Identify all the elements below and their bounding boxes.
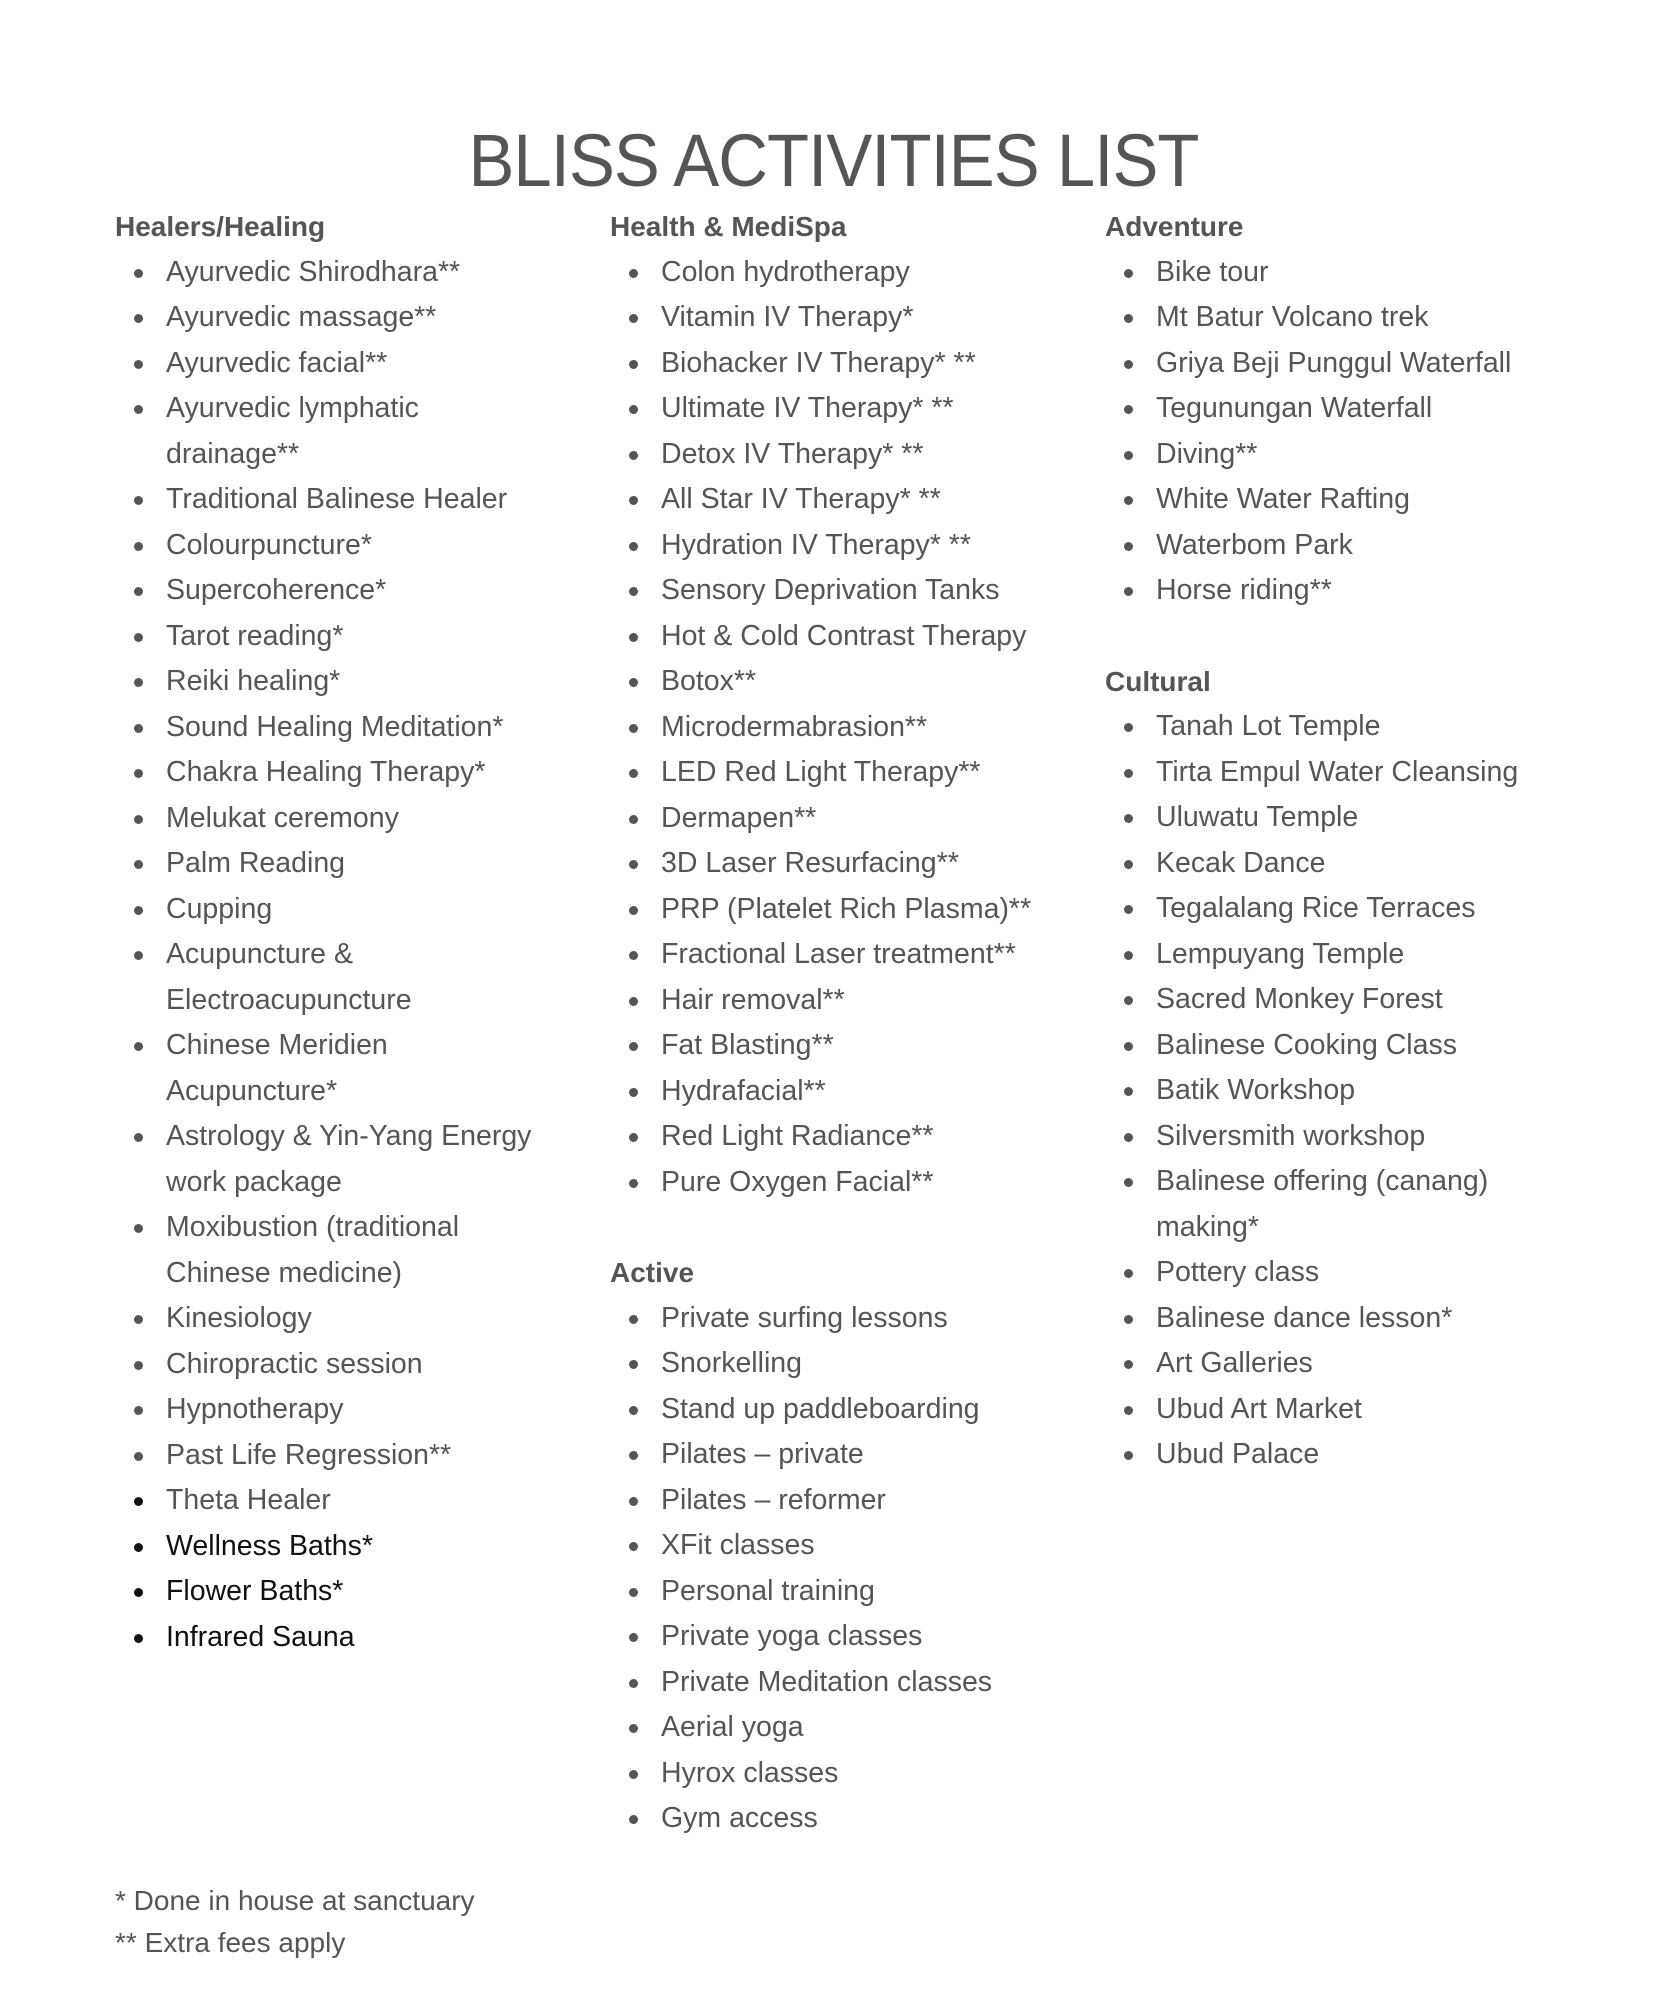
bullet-icon xyxy=(629,360,638,369)
item-label: Chakra Healing Therapy* xyxy=(166,756,486,788)
bullet-icon xyxy=(134,1361,143,1370)
item-label: Hot & Cold Contrast Therapy xyxy=(661,619,1027,652)
item-label: Hypnotherapy xyxy=(166,1393,344,1425)
bullet-icon xyxy=(134,633,143,642)
list-item xyxy=(115,250,566,296)
list-item xyxy=(610,841,1121,887)
bullet-icon xyxy=(629,1315,638,1324)
section-title: Adventure xyxy=(1105,211,1244,242)
item-label: Tarot reading* xyxy=(166,619,344,652)
bullet-icon xyxy=(629,451,638,460)
item-label: Past Life Regression** xyxy=(166,1438,452,1471)
list-item xyxy=(610,1023,1121,1069)
bullet-icon xyxy=(134,1588,143,1597)
bullet-icon xyxy=(629,1588,638,1597)
list-item xyxy=(610,568,1121,614)
item-label: Balinese offering (canang) making* xyxy=(1156,1165,1489,1243)
item-label: Balinese dance lesson* xyxy=(1156,1301,1453,1334)
item-label: Tegalalang Rice Terraces xyxy=(1156,892,1476,924)
bullet-icon xyxy=(1124,496,1133,505)
item-label: Ubud Palace xyxy=(1156,1438,1320,1470)
list-item xyxy=(610,932,1121,978)
list-item xyxy=(1105,432,1576,478)
bullet-icon xyxy=(629,633,638,642)
item-label: Sensory Deprivation Tanks xyxy=(661,574,1000,606)
list-item xyxy=(1105,568,1576,614)
bullet-icon xyxy=(134,496,143,505)
list-item xyxy=(610,1569,1121,1615)
item-label: Wellness Baths* xyxy=(166,1529,373,1562)
item-label: Colon hydrotherapy xyxy=(661,255,910,288)
item-label: Reiki healing* xyxy=(166,665,341,697)
item-label: Horse riding** xyxy=(1156,574,1332,606)
item-label: Art Galleries xyxy=(1156,1347,1313,1379)
item-label: Ubud Art Market xyxy=(1156,1392,1362,1425)
list-item xyxy=(115,887,566,933)
item-label: Palm Reading xyxy=(166,847,346,879)
bullet-icon xyxy=(629,496,638,505)
item-label: Ayurvedic facial** xyxy=(166,346,388,379)
item-label: Tanah Lot Temple xyxy=(1156,710,1381,742)
section-title: Active xyxy=(610,1257,695,1288)
bullet-icon xyxy=(629,1815,638,1824)
item-label: Flower Baths* xyxy=(166,1575,344,1607)
bullet-icon xyxy=(1124,769,1133,778)
item-label: Stand up paddleboarding xyxy=(661,1392,980,1425)
list-item xyxy=(1105,250,1576,296)
item-label: Kecak Dance xyxy=(1156,846,1326,879)
bullet-icon xyxy=(134,678,143,687)
list-item xyxy=(610,1296,1121,1342)
item-label: XFit classes xyxy=(661,1529,815,1561)
item-label: All Star IV Therapy* ** xyxy=(661,483,941,515)
bullet-icon xyxy=(1124,587,1133,596)
item-label: Private yoga classes xyxy=(661,1620,923,1652)
activity-list xyxy=(1105,250,1575,614)
page-title: BLISS ACTIVITIES LIST xyxy=(468,118,1199,202)
item-label: Balinese Cooking Class xyxy=(1156,1028,1457,1061)
item-label: Mt Batur Volcano trek xyxy=(1156,301,1429,333)
item-label: Private Meditation classes xyxy=(661,1665,993,1698)
item-label: Batik Workshop xyxy=(1156,1074,1356,1106)
bullet-icon xyxy=(134,1497,143,1506)
item-label: Acupuncture & Electroacupuncture xyxy=(166,938,412,1016)
bullet-icon xyxy=(629,1724,638,1733)
item-label: Theta Healer xyxy=(166,1484,331,1516)
item-label: Detox IV Therapy* ** xyxy=(661,437,924,470)
bullet-icon xyxy=(134,269,143,278)
bullet-icon xyxy=(134,1224,143,1233)
activity-list xyxy=(115,250,585,1661)
bullet-icon xyxy=(629,815,638,824)
list-item xyxy=(1105,1387,1576,1433)
item-label: Diving** xyxy=(1156,437,1258,470)
item-label: Vitamin IV Therapy* xyxy=(661,301,914,333)
bullet-icon xyxy=(1124,1406,1133,1415)
list-item xyxy=(115,1387,566,1433)
list-item xyxy=(1105,386,1576,432)
list-item xyxy=(115,477,566,523)
item-label: Ayurvedic Shirodhara** xyxy=(166,255,461,288)
bullet-icon xyxy=(1124,405,1133,414)
item-label: Hair removal** xyxy=(661,983,845,1016)
list-item xyxy=(610,1796,1121,1842)
bullet-icon xyxy=(629,724,638,733)
section-title: Healers/Healing xyxy=(115,211,326,242)
list-item xyxy=(610,750,1121,796)
bullet-icon xyxy=(629,1497,638,1506)
bullet-icon xyxy=(1124,814,1133,823)
item-label: PRP (Platelet Rich Plasma)** xyxy=(661,892,1032,925)
list-item xyxy=(610,1387,1121,1433)
item-label: Snorkelling xyxy=(661,1347,802,1379)
section-adventure xyxy=(1105,204,1575,614)
item-label: Fractional Laser treatment** xyxy=(661,938,1016,970)
item-label: Moxibustion (traditional Chinese medicine) xyxy=(166,1211,460,1289)
list-item xyxy=(115,932,456,1023)
item-label: Lempuyang Temple xyxy=(1156,937,1405,970)
activity-list xyxy=(610,250,1080,1206)
item-label: Aerial yoga xyxy=(661,1711,804,1743)
list-item xyxy=(1105,1159,1536,1250)
item-label: Griya Beji Punggul Waterfall xyxy=(1156,346,1512,379)
bullet-icon xyxy=(629,1679,638,1688)
bullet-icon xyxy=(629,1360,638,1369)
list-item xyxy=(115,1569,566,1615)
list-item xyxy=(115,1342,566,1388)
bullet-icon xyxy=(134,1634,143,1643)
bullet-icon xyxy=(1124,860,1133,869)
item-label: Ayurvedic massage** xyxy=(166,301,437,333)
list-item xyxy=(1105,523,1576,569)
list-item xyxy=(1105,341,1576,387)
list-item xyxy=(1105,1432,1576,1478)
activity-list xyxy=(1105,704,1575,1478)
footnote-double-star: ** Extra fees apply xyxy=(115,1927,346,1958)
bullet-icon xyxy=(629,1451,638,1460)
list-item xyxy=(115,1524,566,1570)
section-cultural xyxy=(1105,659,1575,1478)
list-item xyxy=(1105,977,1576,1023)
section-health-medispa xyxy=(610,204,1080,1205)
item-label: Hyrox classes xyxy=(661,1756,839,1789)
list-item xyxy=(610,295,1121,341)
list-item xyxy=(1105,1068,1576,1114)
list-item xyxy=(610,1705,1121,1751)
list-item xyxy=(610,1432,1121,1478)
list-item xyxy=(610,250,1121,296)
list-item xyxy=(115,1478,566,1524)
bullet-icon xyxy=(134,906,143,915)
list-item xyxy=(1105,1023,1576,1069)
list-item xyxy=(1105,1296,1576,1342)
bullet-icon xyxy=(1124,1451,1133,1460)
list-item xyxy=(115,295,566,341)
bullet-icon xyxy=(1124,269,1133,278)
bullet-icon xyxy=(629,1542,638,1551)
bullet-icon xyxy=(134,724,143,733)
item-label: Dermapen** xyxy=(661,801,817,834)
bullet-icon xyxy=(134,587,143,596)
bullet-icon xyxy=(629,542,638,551)
list-item xyxy=(1105,1341,1576,1387)
list-item xyxy=(115,1023,456,1114)
item-label: Gym access xyxy=(661,1802,818,1834)
bullet-icon xyxy=(1124,1042,1133,1051)
list-item xyxy=(115,705,566,751)
item-label: Bike tour xyxy=(1156,255,1269,288)
bullet-icon xyxy=(629,269,638,278)
list-item xyxy=(610,523,1121,569)
list-item xyxy=(1105,1114,1576,1160)
list-item xyxy=(115,841,566,887)
bullet-icon xyxy=(134,1315,143,1324)
item-label: Kinesiology xyxy=(166,1302,312,1334)
bullet-icon xyxy=(629,1406,638,1415)
bullet-icon xyxy=(134,1042,143,1051)
list-item xyxy=(115,750,566,796)
item-label: Personal training xyxy=(661,1574,875,1607)
item-label: Ultimate IV Therapy* ** xyxy=(661,392,954,424)
list-item xyxy=(610,341,1121,387)
list-item xyxy=(115,1433,566,1479)
item-label: White Water Rafting xyxy=(1156,483,1410,515)
bullet-icon xyxy=(1124,1269,1133,1278)
list-item xyxy=(610,887,1121,933)
item-label: Hydration IV Therapy* ** xyxy=(661,528,971,561)
list-item xyxy=(1105,750,1576,796)
bullet-icon xyxy=(629,1179,638,1188)
item-label: Melukat ceremony xyxy=(166,801,399,834)
item-label: Chiropractic session xyxy=(166,1347,423,1380)
list-item xyxy=(610,1614,1121,1660)
section-active xyxy=(610,1250,1080,1842)
item-label: Microdermabrasion** xyxy=(661,710,928,743)
list-item xyxy=(610,477,1121,523)
item-label: Red Light Radiance** xyxy=(661,1120,934,1152)
list-item xyxy=(610,1114,1121,1160)
list-item xyxy=(1105,704,1576,750)
item-label: Chinese Meridien Acupuncture* xyxy=(166,1029,388,1107)
list-item xyxy=(610,1160,1121,1206)
item-label: Cupping xyxy=(166,892,273,925)
list-item xyxy=(610,432,1121,478)
bullet-icon xyxy=(1124,360,1133,369)
list-item xyxy=(1105,886,1576,932)
activity-list xyxy=(610,1296,1080,1842)
section-healers-healing xyxy=(115,204,585,1660)
bullet-icon xyxy=(134,769,143,778)
item-label: Traditional Balinese Healer xyxy=(166,483,508,515)
item-label: Pilates – reformer xyxy=(661,1483,886,1516)
bullet-icon xyxy=(629,405,638,414)
bullet-icon xyxy=(629,1088,638,1097)
bullet-icon xyxy=(629,860,638,869)
bullet-icon xyxy=(1124,542,1133,551)
item-label: 3D Laser Resurfacing** xyxy=(661,847,959,879)
item-label: Sacred Monkey Forest xyxy=(1156,983,1443,1015)
list-item xyxy=(115,1615,566,1661)
item-label: Biohacker IV Therapy* ** xyxy=(661,346,976,379)
list-item xyxy=(610,1069,1121,1115)
item-label: Fat Blasting** xyxy=(661,1029,834,1061)
item-label: Botox** xyxy=(661,665,757,697)
list-item xyxy=(115,568,566,614)
bullet-icon xyxy=(134,314,143,323)
bullet-icon xyxy=(134,360,143,369)
footnote-single-star: * Done in house at sanctuary xyxy=(115,1885,475,1916)
bullet-icon xyxy=(629,997,638,1006)
list-item xyxy=(610,1341,1121,1387)
bullet-icon xyxy=(134,1406,143,1415)
bullet-icon xyxy=(1124,1315,1133,1324)
item-label: Tirta Empul Water Cleansing xyxy=(1156,755,1519,788)
list-item xyxy=(115,386,456,477)
section-title: Health & MediSpa xyxy=(610,211,847,242)
bullet-icon xyxy=(134,1133,143,1142)
list-item xyxy=(1105,1250,1576,1296)
item-label: Pilates – private xyxy=(661,1438,864,1470)
list-item xyxy=(115,796,566,842)
bullet-icon xyxy=(1124,1178,1133,1187)
item-label: Astrology & Yin-Yang Energy work package xyxy=(166,1120,532,1198)
bullet-icon xyxy=(629,678,638,687)
list-item xyxy=(115,1205,496,1296)
item-label: Infrared Sauna xyxy=(166,1620,355,1653)
item-label: LED Red Light Therapy** xyxy=(661,756,981,788)
bullet-icon xyxy=(1124,1133,1133,1142)
list-item xyxy=(610,659,1121,705)
list-item xyxy=(610,1660,1121,1706)
list-item xyxy=(1105,932,1576,978)
column-2 xyxy=(610,204,1080,1887)
item-label: Pure Oxygen Facial** xyxy=(661,1165,934,1198)
bullet-icon xyxy=(1124,451,1133,460)
list-item xyxy=(610,705,1121,751)
column-1 xyxy=(115,204,585,1705)
list-item xyxy=(1105,841,1576,887)
item-label: Uluwatu Temple xyxy=(1156,801,1359,833)
column-3 xyxy=(1105,204,1575,1523)
bullet-icon xyxy=(1124,951,1133,960)
bullet-icon xyxy=(134,405,143,414)
list-item xyxy=(610,1751,1121,1797)
bullet-icon xyxy=(1124,1087,1133,1096)
item-label: Ayurvedic lymphatic drainage** xyxy=(166,392,419,470)
list-item xyxy=(115,614,566,660)
item-label: Waterbom Park xyxy=(1156,528,1353,561)
section-title: Cultural xyxy=(1105,665,1211,697)
bullet-icon xyxy=(1124,723,1133,732)
footnotes xyxy=(115,1880,475,1964)
list-item xyxy=(115,1296,566,1342)
item-label: Supercoherence* xyxy=(166,574,387,606)
item-label: Sound Healing Meditation* xyxy=(166,710,504,743)
bullet-icon xyxy=(1124,1360,1133,1369)
list-item xyxy=(610,1523,1121,1569)
list-item xyxy=(1105,477,1576,523)
list-item xyxy=(115,341,566,387)
item-label: Silversmith workshop xyxy=(1156,1119,1426,1152)
bullet-icon xyxy=(134,860,143,869)
bullet-icon xyxy=(134,815,143,824)
list-item xyxy=(115,1114,546,1205)
bullet-icon xyxy=(629,1042,638,1051)
bullet-icon xyxy=(629,951,638,960)
item-label: Pottery class xyxy=(1156,1256,1320,1288)
list-item xyxy=(1105,295,1576,341)
bullet-icon xyxy=(134,951,143,960)
bullet-icon xyxy=(629,1770,638,1779)
list-item xyxy=(610,386,1121,432)
item-label: Tegunungan Waterfall xyxy=(1156,392,1433,424)
item-label: Private surfing lessons xyxy=(661,1301,948,1334)
bullet-icon xyxy=(629,314,638,323)
bullet-icon xyxy=(629,906,638,915)
list-item xyxy=(610,978,1121,1024)
bullet-icon xyxy=(629,769,638,778)
bullet-icon xyxy=(629,587,638,596)
bullet-icon xyxy=(134,1543,143,1552)
bullet-icon xyxy=(629,1633,638,1642)
list-item xyxy=(115,659,566,705)
list-item xyxy=(610,614,1121,660)
bullet-icon xyxy=(134,542,143,551)
bullet-icon xyxy=(1124,905,1133,914)
item-label: Colourpuncture* xyxy=(166,528,372,561)
list-item xyxy=(1105,795,1576,841)
bullet-icon xyxy=(1124,996,1133,1005)
bullet-icon xyxy=(1124,314,1133,323)
bullet-icon xyxy=(134,1452,143,1461)
list-item xyxy=(610,1478,1121,1524)
item-label: Hydrafacial** xyxy=(661,1074,826,1107)
list-item xyxy=(115,523,566,569)
bullet-icon xyxy=(629,1133,638,1142)
list-item xyxy=(610,796,1121,842)
